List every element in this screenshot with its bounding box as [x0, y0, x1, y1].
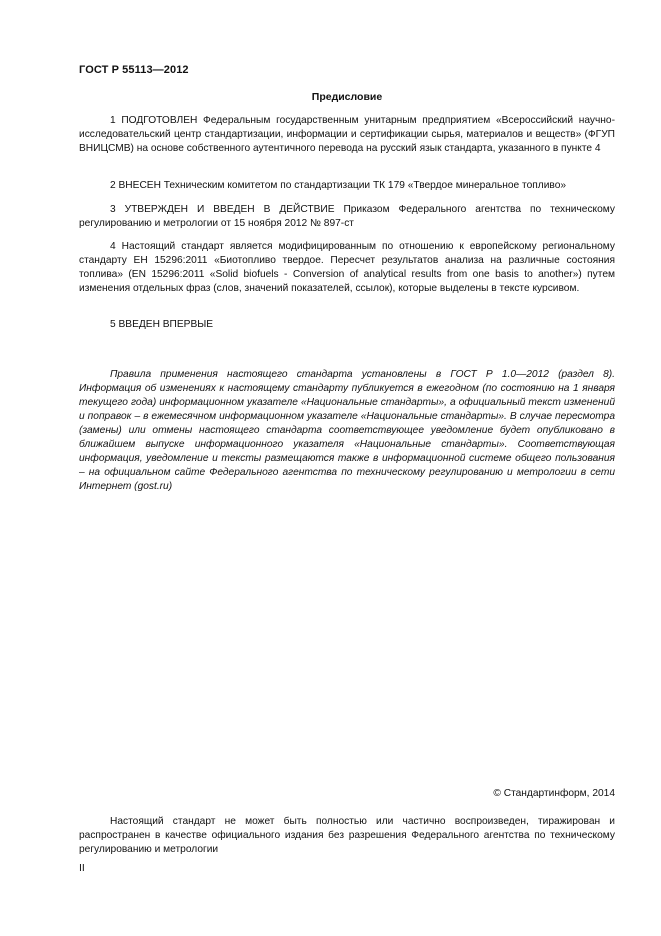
copyright-line: © Стандартинформ, 2014	[493, 788, 615, 799]
section-title: Предисловие	[311, 91, 383, 103]
paragraph-1-prepared: 1 ПОДГОТОВЛЕН Федеральным государственным унитарным предприятием «Всероссийский научно-исследовательский центр стандартизации, информации и сертификации сырья, материалов и веществ» (ФГУП ВНИЦСМВ) на основе собственного аутентичного перевода на русский язык стандарта, указанного в пункте 4	[79, 115, 615, 154]
paragraph-3-approved: 3 УТВЕРЖДЕН И ВВЕДЕН В ДЕЙСТВИЕ Приказом Федерального агентства по техническому регулированию и метрологии от 15 ноября 2012 № 897-ст	[79, 204, 615, 229]
paragraph-2-introduced: 2 ВНЕСЕН Техническим комитетом по стандартизации ТК 179 «Твердое минеральное топливо»	[110, 180, 567, 191]
usage-rules-notice: Правила применения настоящего стандарта установлены в ГОСТ Р 1.0—2012 (раздел 8). Информация об изменениях к настоящему стандарту публикуется в ежегодном (по состоянию на 1 января текущего года) информационном указателе «Национальные стандарты», а официальный текст изменений и поправок – в ежемесячном информационном указателе «Национальные стандарты». В случае пересмотра (замены) или отмены настоящего стандарта соответствующее уведомление будет опубликовано в ближайшем выпуске информационного указателя «Национальные стандарты». Соответствующая информация, уведомление и тексты размещаются также в информационной системе общего пользования – на официальном сайте Федерального агентства по техническому регулированию и метрологии в сети Интернет (gost.ru)	[79, 369, 615, 492]
paragraph-5-first-introduced: 5 ВВЕДЕН ВПЕРВЫЕ	[110, 319, 214, 330]
page-number: II	[79, 862, 85, 874]
paragraph-4-modified: 4 Настоящий стандарт является модифицированным по отношению к европейскому региональному стандарту ЕН 15296:2011 «Биотопливо твердое. Пересчет результатов анализа на различные состояния топлива» (EN 15296:2011 «Solid biofuels - Conversion of analytical results from one basis to another») путем изменения отдельных фраз (слов, значений показателей, ссылок), которые выделены в тексте курсивом.	[79, 241, 615, 294]
reproduction-notice: Настоящий стандарт не может быть полностью или частично воспроизведен, тиражирован и распространен в качестве официального издания без разрешения Федерального агентства по техническому регулированию и метрологии	[79, 816, 615, 855]
document-code: ГОСТ Р 55113—2012	[79, 64, 189, 76]
